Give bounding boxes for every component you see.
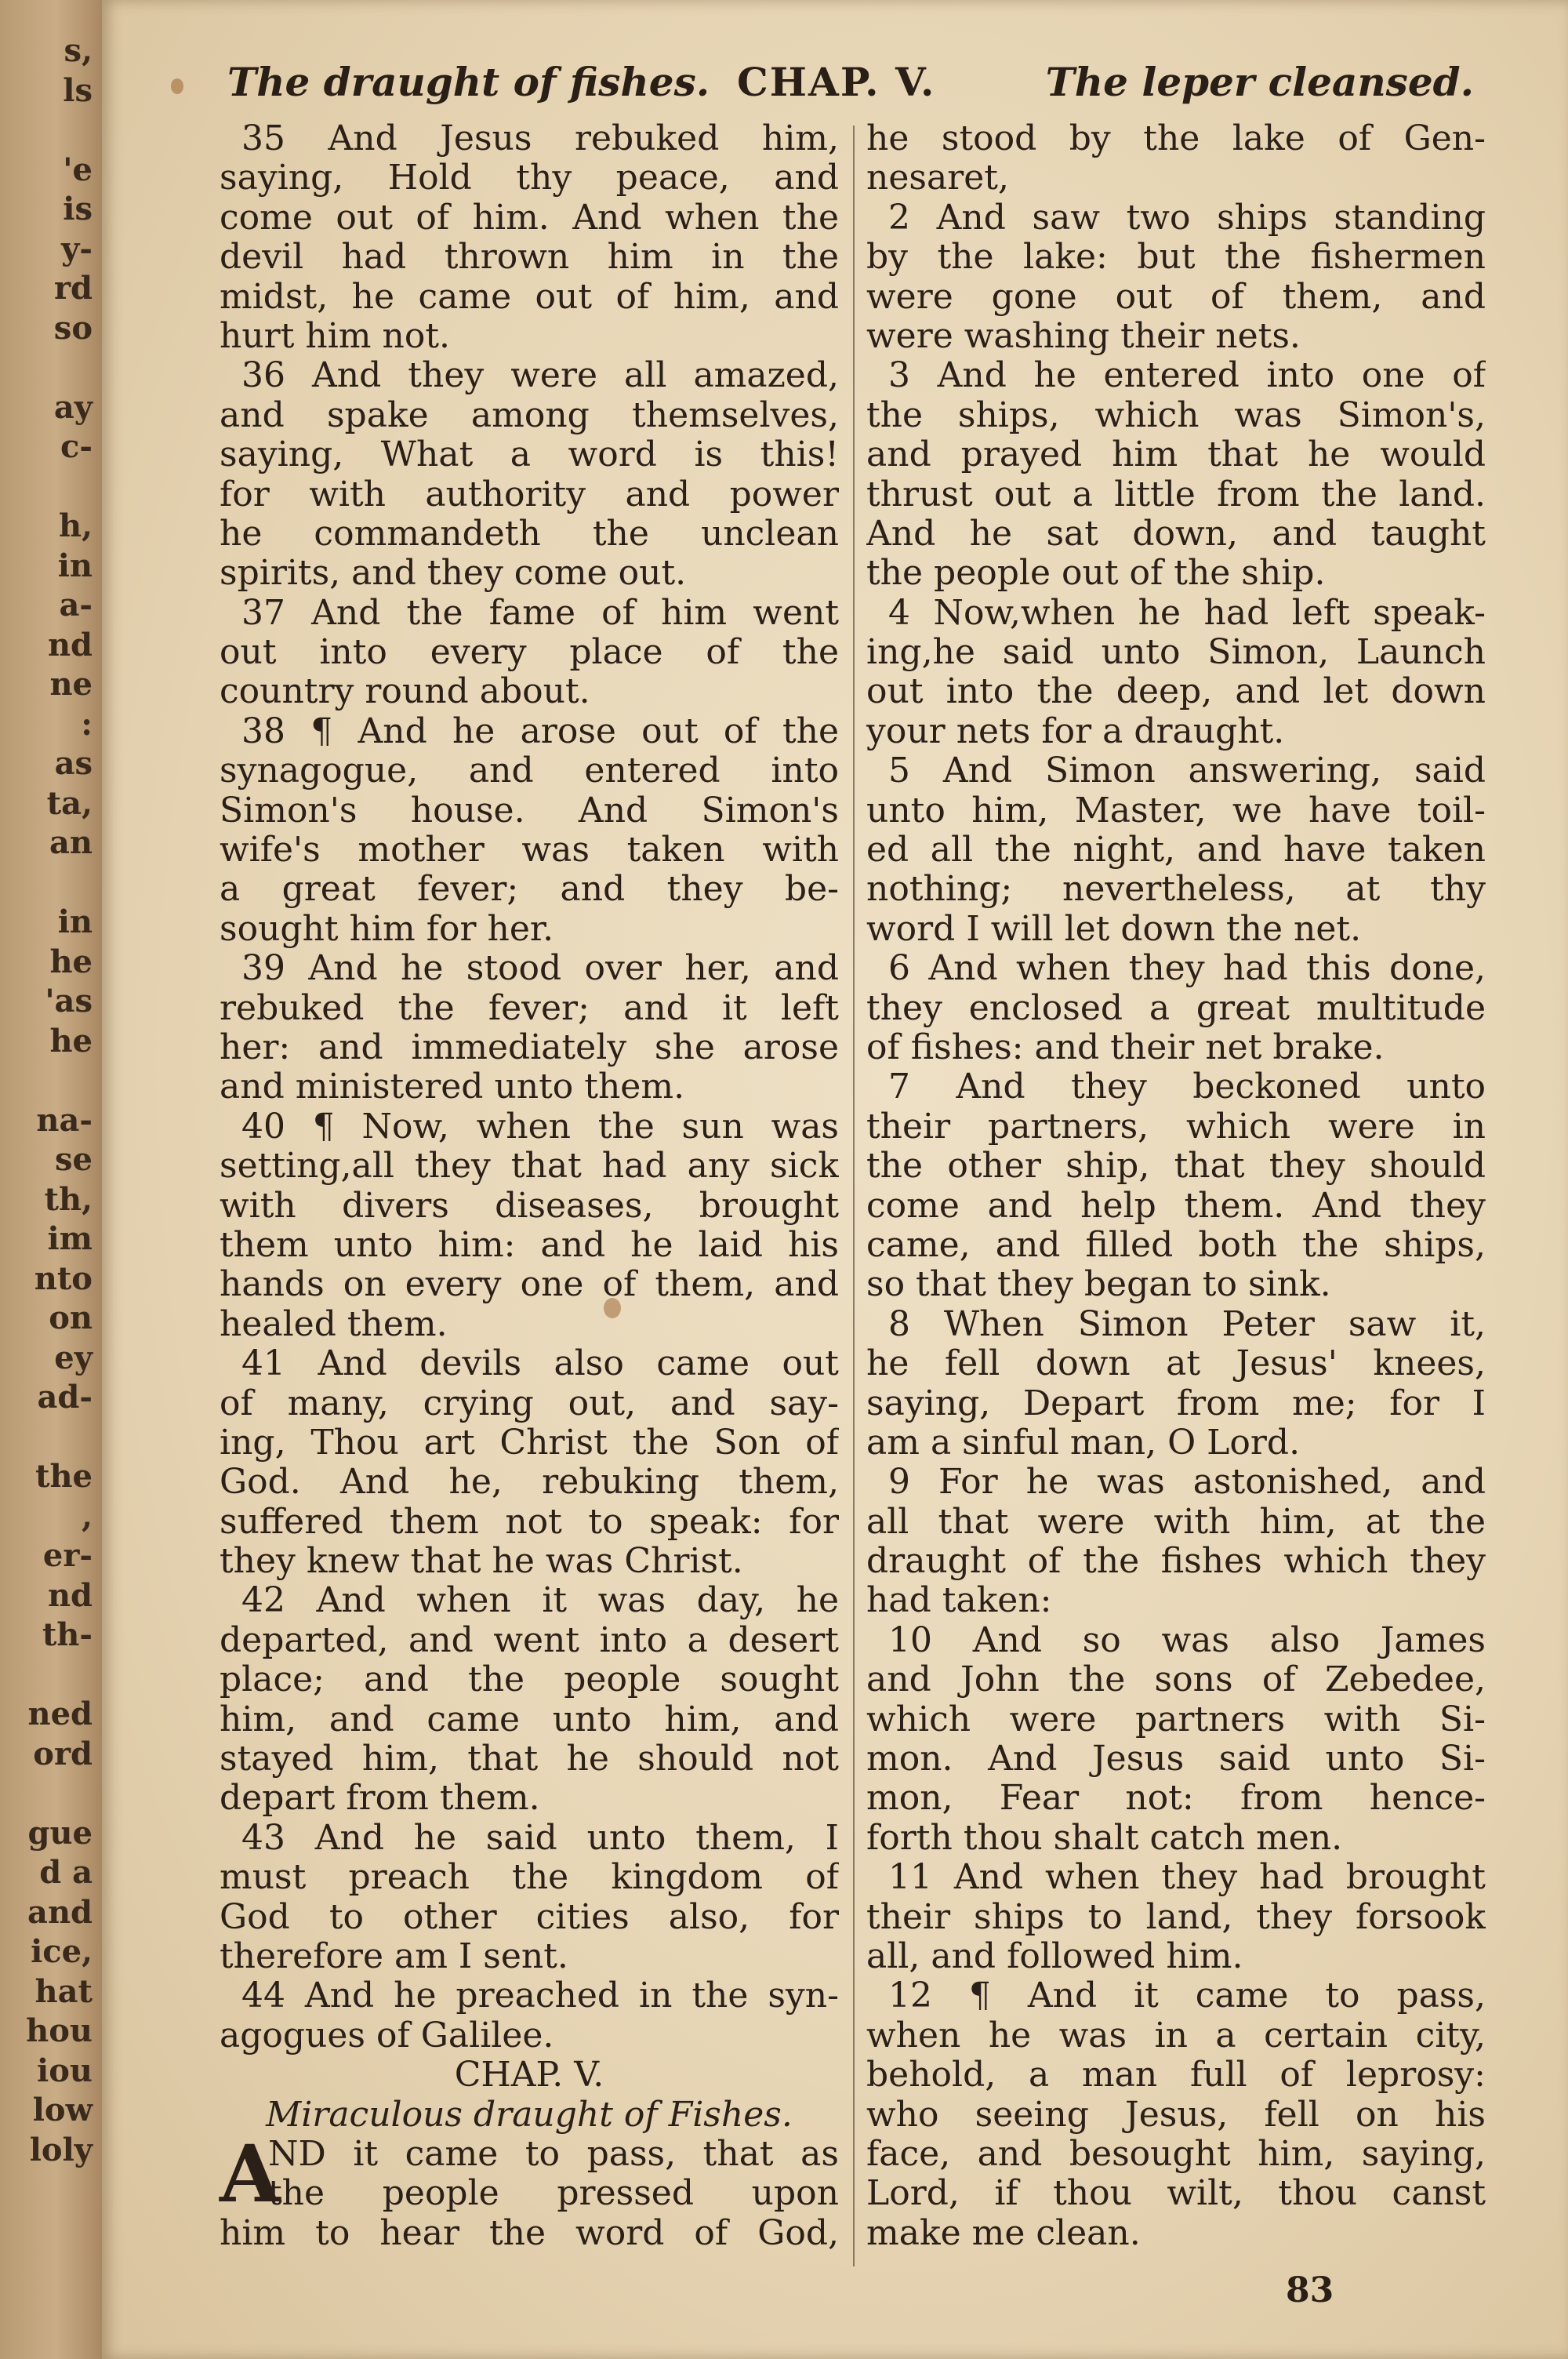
gutter-fragment: nto xyxy=(34,1259,93,1297)
verse-line: hands on every one of them, and xyxy=(220,1265,839,1305)
verse-line: their partners, which were in xyxy=(866,1107,1486,1147)
verse-line: with divers diseases, brought xyxy=(220,1186,839,1226)
verse-line: the people pressed upon xyxy=(268,2174,839,2214)
verse-line: 4 Now,when he had left speak- xyxy=(888,593,1486,633)
gutter-fragment: on xyxy=(49,1299,93,1336)
gutter-fragment: nd xyxy=(47,626,93,663)
verse-line: ing,he said unto Simon, Launch xyxy=(866,633,1486,673)
verse-line: her: and immediately she arose xyxy=(220,1027,839,1067)
verse-line: healed them. xyxy=(220,1304,448,1344)
gutter-fragment: th- xyxy=(42,1616,93,1653)
chapter-summary: Miraculous draught of Fishes. xyxy=(266,2095,793,2135)
verse-line: 38 ¶ And he arose out of the xyxy=(241,711,839,751)
verse-line: 8 When Simon Peter saw it, xyxy=(888,1304,1486,1344)
verse-line: saying, What a word is this! xyxy=(220,435,839,475)
gutter-fragment: nd xyxy=(47,1576,93,1614)
verse-line: who seeing Jesus, fell on his xyxy=(866,2095,1486,2135)
verse-line: thrust out a little from the land. xyxy=(866,474,1486,514)
gutter-fragment: so xyxy=(53,309,93,347)
verse-line: 2 And saw two ships standing xyxy=(888,198,1486,238)
verse-line: out into every place of the xyxy=(220,633,839,673)
gutter-fragment: in xyxy=(57,903,93,940)
verse-line: suffered them not to speak: for xyxy=(220,1502,839,1542)
verse-line: 3 And he entered into one of xyxy=(888,356,1486,396)
verse-line: devil had thrown him in the xyxy=(220,238,839,278)
verse-line: depart from them. xyxy=(220,1779,540,1819)
verse-line: 6 And when they had this done, xyxy=(888,949,1486,989)
gutter-fragment: c- xyxy=(60,428,93,465)
verse-line: 10 And so was also James xyxy=(888,1620,1486,1660)
gutter-fragment: ord xyxy=(33,1735,93,1772)
verse-line: place; and the people sought xyxy=(220,1660,839,1700)
verse-line: by the lake: but the fishermen xyxy=(866,238,1486,278)
drop-cap: A xyxy=(220,2127,281,2220)
left-column xyxy=(220,119,839,2268)
verse-line: the other ship, that they should xyxy=(866,1147,1486,1187)
verse-line: come out of him. And when the xyxy=(220,198,839,238)
gutter-fragment: ls xyxy=(63,71,93,109)
verse-line: sought him for her. xyxy=(220,909,554,949)
verse-line: 37 And the fame of him went xyxy=(241,593,839,633)
gutter-fragment: as xyxy=(54,745,93,782)
verse-line: synagogue, and entered into xyxy=(220,751,839,791)
verse-line: the ships, which was Simon's, xyxy=(866,395,1486,435)
verse-line: mon, Fear not: from hence- xyxy=(866,1779,1486,1819)
gutter-fragment: is xyxy=(63,191,93,227)
verse-line: come and help them. And they xyxy=(866,1186,1486,1226)
gutter-fragment: ay xyxy=(53,388,93,426)
verse-line: they enclosed a great multitude xyxy=(866,988,1486,1028)
verse-line: unto him, Master, we have toil- xyxy=(866,791,1486,831)
verse-line: the people out of the ship. xyxy=(866,554,1326,594)
verse-line: forth thou shalt catch men. xyxy=(866,1818,1343,1858)
verse-line: 7 And they beckoned unto xyxy=(888,1067,1486,1107)
verse-line: mon. And Jesus said unto Si- xyxy=(866,1739,1486,1779)
gutter-fragment xyxy=(0,1656,100,1696)
verse-line: agogues of Galilee. xyxy=(220,2016,554,2055)
column-rule xyxy=(853,125,855,2266)
gutter-fragment: in xyxy=(57,547,93,584)
gutter-fragment: ta, xyxy=(46,784,93,822)
gutter-fragment: low xyxy=(32,2092,93,2128)
gutter-fragment xyxy=(0,1061,100,1101)
gutter-fragment: loly xyxy=(29,2131,93,2168)
verse-line: and ministered unto them. xyxy=(220,1067,685,1107)
verse-line: country round about. xyxy=(220,672,590,712)
verse-line: had taken: xyxy=(866,1581,1052,1621)
verse-line: ND it came to pass, that as xyxy=(268,2134,839,2174)
verse-line: wife's mother was taken with xyxy=(220,831,839,871)
verse-line: and prayed him that he would xyxy=(866,435,1486,475)
verse-line: 42 And when it was day, he xyxy=(241,1581,839,1621)
verse-line: him to hear the word of God, xyxy=(220,2213,839,2253)
verse-line: 5 And Simon answering, said xyxy=(888,751,1486,791)
gutter-fragment: na- xyxy=(36,1101,93,1139)
verse-line: 36 And they were all amazed, xyxy=(241,356,839,396)
gutter-fragment: gue xyxy=(27,1814,93,1852)
gutter-fragment: y- xyxy=(61,230,93,267)
gutter-fragment xyxy=(0,863,100,903)
verse-line: their ships to land, they forsook xyxy=(866,1897,1486,1937)
verse-line: 41 And devils also came out xyxy=(241,1344,839,1384)
gutter-fragment: ey xyxy=(54,1339,93,1376)
verse-line: a great fever; and they be- xyxy=(220,870,839,910)
verse-line: Lord, if thou wilt, thou canst xyxy=(866,2174,1486,2214)
gutter-fragment: a- xyxy=(59,587,93,623)
gutter-fragment: th, xyxy=(44,1180,93,1218)
verse-line: God to other cities also, for xyxy=(220,1897,839,1937)
gutter-fragment: im xyxy=(47,1220,93,1257)
gutter-fragment: er- xyxy=(42,1537,93,1574)
header-chapter: CHAP. V. xyxy=(737,59,936,105)
facing-page-fragments xyxy=(0,31,100,2353)
verse-line: 12 ¶ And it came to pass, xyxy=(888,1976,1486,2016)
gutter-fragment: he xyxy=(49,943,93,980)
verse-line: 39 And he stood over her, and xyxy=(241,949,839,989)
verse-line: face, and besought him, saying, xyxy=(866,2134,1486,2174)
verse-line: draught of the fishes which they xyxy=(866,1542,1486,1582)
gutter-fragment: hat xyxy=(34,1972,93,2010)
verse-line: came, and filled both the ships, xyxy=(866,1225,1486,1265)
verse-line: for with authority and power xyxy=(220,474,839,514)
gutter-fragment: s, xyxy=(64,32,93,69)
gutter-fragment: ice, xyxy=(31,1933,93,1970)
verse-line: 9 For he was astonished, and xyxy=(888,1463,1486,1503)
running-header xyxy=(227,59,1474,122)
verse-line: am a sinful man, O Lord. xyxy=(866,1423,1301,1463)
gutter-fragment: : xyxy=(81,705,93,743)
verse-line: ed all the night, and have taken xyxy=(866,831,1486,871)
verse-line: and John the sons of Zebedee, xyxy=(866,1660,1486,1700)
verse-line: of many, crying out, and say- xyxy=(220,1383,839,1423)
verse-line: make me clean. xyxy=(866,2213,1141,2253)
verse-line: 11 And when they had brought xyxy=(888,1858,1486,1898)
verse-line: he fell down at Jesus' knees, xyxy=(866,1344,1486,1384)
gutter-fragment: he xyxy=(49,1022,93,1060)
gutter-fragment: h, xyxy=(58,507,93,544)
verse-line: God. And he, rebuking them, xyxy=(220,1463,839,1503)
verse-line: nesaret, xyxy=(866,158,1009,198)
gutter-fragment: , xyxy=(82,1497,93,1535)
gutter-fragment: iou xyxy=(37,2052,93,2089)
verse-line: saying, Hold thy peace, and xyxy=(220,158,839,198)
verse-line: which were partners with Si- xyxy=(866,1699,1486,1739)
gutter-fragment: and xyxy=(27,1893,93,1931)
verse-line: stayed him, that he should not xyxy=(220,1739,839,1779)
chapter-opening xyxy=(220,2127,839,2253)
header-right: The leper cleansed. xyxy=(1045,59,1474,105)
gutter-fragment: an xyxy=(49,824,93,861)
verse-line: all, and followed him. xyxy=(866,1936,1243,1976)
verse-line: Simon's house. And Simon's xyxy=(220,791,839,831)
verse-line: of fishes: and their net brake. xyxy=(866,1027,1385,1067)
gutter-fragment xyxy=(0,348,100,388)
header-left: The draught of fishes. xyxy=(227,59,710,105)
verse-line: rebuked the fever; and it left xyxy=(220,988,839,1028)
gutter-fragment: hou xyxy=(26,2012,93,2049)
verse-line: nothing; nevertheless, at thy xyxy=(866,870,1486,910)
verse-line: 40 ¶ Now, when the sun was xyxy=(241,1107,839,1147)
gutter-fragment: the xyxy=(34,1458,93,1495)
verse-line: behold, a man full of leprosy: xyxy=(866,2055,1486,2095)
gutter-fragment xyxy=(0,467,100,507)
verse-line: all that were with him, at the xyxy=(866,1502,1486,1542)
gutter-fragment: ne xyxy=(49,666,93,703)
verse-line: And he sat down, and taught xyxy=(866,514,1486,554)
verse-line: he stood by the lake of Gen- xyxy=(866,119,1486,158)
verse-line: were washing their nets. xyxy=(866,316,1301,356)
page-number: 83 xyxy=(1286,2270,1334,2310)
verse-line: therefore am I sent. xyxy=(220,1936,568,1976)
verse-line: and spake among themselves, xyxy=(220,395,839,435)
right-column xyxy=(866,119,1486,2268)
verse-line: saying, Depart from me; for I xyxy=(866,1383,1486,1423)
page-corner-mark xyxy=(171,78,183,94)
verse-line: your nets for a draught. xyxy=(866,711,1285,751)
verse-line: departed, and went into a desert xyxy=(220,1620,839,1660)
gutter-fragment: se xyxy=(55,1141,93,1178)
verse-line: spirits, and they come out. xyxy=(220,554,687,594)
gutter-fragment: 'as xyxy=(45,983,93,1020)
verse-line: were gone out of them, and xyxy=(866,277,1486,317)
verse-line: when he was in a certain city, xyxy=(866,2016,1486,2055)
gutter-fragment: d a xyxy=(39,1854,93,1891)
verse-line: must preach the kingdom of xyxy=(220,1858,839,1898)
chapter-heading: CHAP. V. xyxy=(454,2055,604,2095)
verse-line: out into the deep, and let down xyxy=(866,672,1486,712)
verse-line: setting,all they that had any sick xyxy=(220,1147,839,1187)
verse-line: word I will let down the net. xyxy=(866,909,1362,949)
verse-line: him, and came unto him, and xyxy=(220,1699,839,1739)
verse-line: hurt him not. xyxy=(220,316,450,356)
verse-line: 44 And he preached in the syn- xyxy=(241,1976,839,2016)
gutter-fragment xyxy=(0,1774,100,1814)
gutter-fragment: ad- xyxy=(37,1379,93,1416)
verse-line: he commandeth the unclean xyxy=(220,514,839,554)
gutter-fragment xyxy=(0,1418,100,1458)
verse-line: midst, he came out of him, and xyxy=(220,277,839,317)
gutter-fragment xyxy=(0,111,100,151)
verse-line: they knew that he was Christ. xyxy=(220,1542,743,1582)
verse-line: 35 And Jesus rebuked him, xyxy=(241,119,839,158)
verse-line: so that they began to sink. xyxy=(866,1265,1331,1305)
gutter-fragment: 'e xyxy=(63,151,93,188)
gutter-fragment: ned xyxy=(27,1696,93,1732)
verse-line: ing, Thou art Christ the Son of xyxy=(220,1423,839,1463)
verse-line: 43 And he said unto them, I xyxy=(241,1818,839,1858)
gutter-fragment: rd xyxy=(53,270,93,307)
verse-line: them unto him: and he laid his xyxy=(220,1225,839,1265)
